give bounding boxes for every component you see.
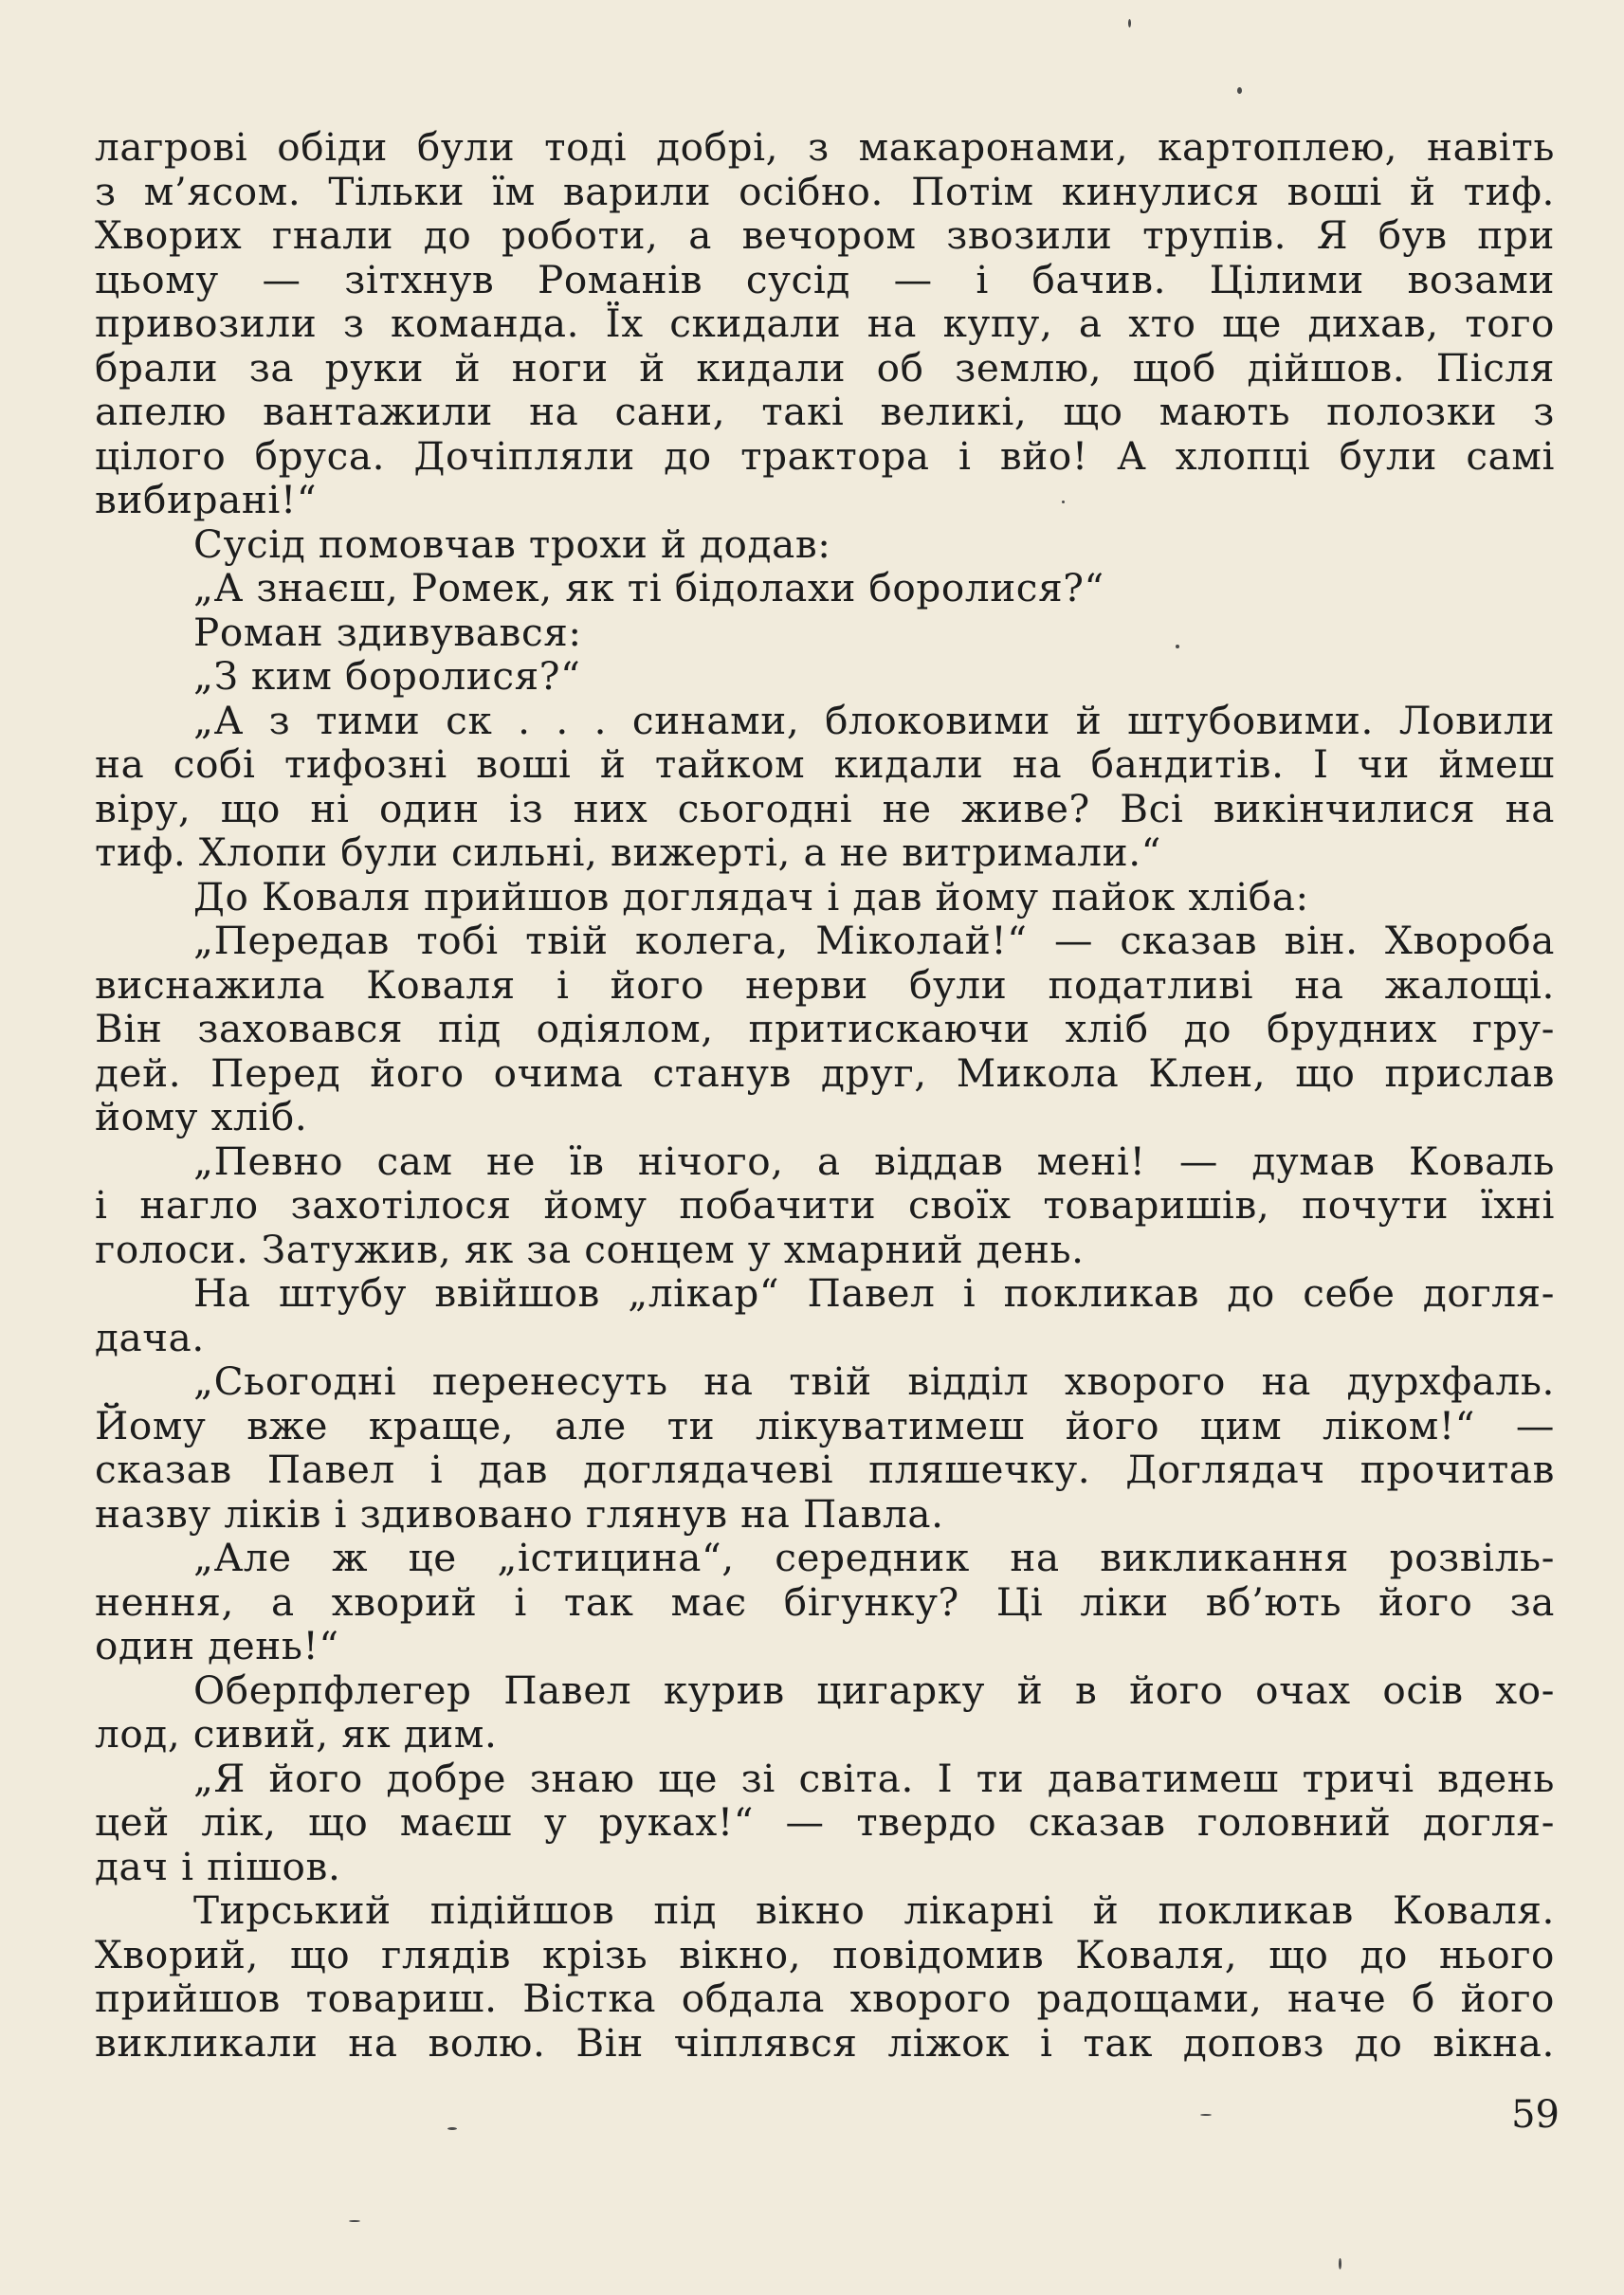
text-line: один день!“ <box>95 1623 339 1668</box>
text-line: Він заховався під одіялом, притискаючи хліб до брудних гру- <box>95 1006 1555 1051</box>
text-line: дей. Перед його очима станув друг, Микола Клен, що прислав <box>95 1049 1555 1096</box>
text-line: виснажила Коваля і його нерви були податливі на жалощі. <box>95 961 1555 1008</box>
page-number: 59 <box>1511 2093 1560 2137</box>
text-line: лод, сивий, як дим. <box>95 1711 498 1757</box>
text-line: Оберпфлегер Павел курив цигарку й в його очах осів хо- <box>193 1667 1555 1713</box>
text-line: викликали на волю. Він чіплявся ліжок і так доповз до вікна. <box>95 2019 1555 2066</box>
paper-speck <box>1339 2258 1341 2269</box>
text-line: Сусід помовчав трохи й додав: <box>193 520 831 567</box>
text-line: „Сьогодні перенесуть на твій відділ хворого на дурхфаль. <box>193 1358 1555 1404</box>
text-line: голоси. Затужив, як за сонцем у хмарний день. <box>95 1226 1085 1272</box>
paper-speck <box>1237 87 1242 94</box>
paper-speck <box>349 2220 360 2222</box>
text-line: нення, а хворий і так має бігунку? Ці ліки вб’ють його за <box>95 1578 1555 1625</box>
text-line: цей лік, що маєш у руках!“ — твердо сказав головний догля- <box>95 1799 1555 1845</box>
text-line: цілого бруса. Дочіпляли до трактора і вйо! А хлопці були самі <box>95 432 1555 479</box>
text-line: вибирані!“ <box>95 477 318 522</box>
text-line: тиф. Хлопи були сильні, вижерті, а не витримали.“ <box>95 829 1161 875</box>
text-line: Хворих гнали до роботи, а вечором звозили трупів. Я був при <box>95 212 1555 258</box>
text-line: з м’ясом. Тільки їм варили осібно. Потім кинулися воші й тиф. <box>95 168 1555 214</box>
text-line: брали за руки й ноги й кидали об землю, щоб дійшов. Після <box>95 344 1555 391</box>
text-line: „Певно сам не їв нічого, а віддав мені! — думав Коваль <box>193 1138 1555 1184</box>
text-line: „З ким боролися?“ <box>193 653 581 699</box>
text-line: апелю вантажили на сани, такі великі, що мають полозки з <box>95 389 1555 434</box>
text-line: „Передав тобі твій колега, Міколай!“ — сказав він. Хвороба <box>193 918 1555 963</box>
paper-speck <box>1062 501 1065 503</box>
text-line: сказав Павел і дав доглядачеві пляшечку. Доглядач прочитав <box>95 1447 1555 1492</box>
text-line: „А знаєш, Ромек, як ті бідолахи боролися?“ <box>193 565 1104 610</box>
text-line: дача. <box>95 1314 205 1360</box>
text-line: прийшов товариш. Вістка обдала хворого радощами, наче б його <box>95 1976 1555 2021</box>
text-line: привозили з команда. Їх скидали на купу, а хто ще дихав, того <box>95 301 1555 346</box>
text-line: назву ліків і здивовано глянув на Павла. <box>95 1490 944 1537</box>
text-line: і нагло захотілося йому побачити своїх товаришів, почути їхні <box>95 1182 1555 1228</box>
text-line: Хворий, що глядів крізь вікно, повідомив Коваля, що до нього <box>95 1931 1555 1977</box>
text-line: До Коваля прийшов доглядач і дав йому пайок хліба: <box>193 873 1309 920</box>
text-line: цьому — зітхнув Романів сусід — і бачив. Цілими возами <box>95 256 1555 302</box>
text-line: Йому вже краще, але ти лікуватимеш його цим ліком!“ — <box>95 1402 1555 1448</box>
text-line: „Але ж це „істицина“, середник на викликання розвіль- <box>193 1535 1555 1580</box>
text-line: віру, що ні один із них сьогодні не живе? Всі викінчилися на <box>95 785 1555 831</box>
page-text <box>95 125 1555 2163</box>
text-line: йому хліб. <box>95 1094 308 1139</box>
paper-speck <box>1128 19 1131 27</box>
text-line: На штубу ввійшов „лікар“ Павел і покликав до себе догля- <box>193 1270 1555 1316</box>
text-line: „А з тими ск . . . синами, блоковими й штубовими. Ловили <box>193 697 1555 743</box>
paper-speck <box>1176 645 1179 648</box>
text-line: на собі тифозні воші й тайком кидали на бандитів. І чи ймеш <box>95 741 1555 787</box>
text-line: дач і пішов. <box>95 1843 341 1889</box>
paper-speck <box>447 2127 457 2130</box>
text-line: „Я його добре знаю ще зі світа. І ти даватимеш тричі вдень <box>193 1755 1555 1801</box>
text-line: лагрові обіди були тоді добрі, з макаронами, картоплею, навіть <box>95 124 1555 170</box>
text-line: Тирський підійшов під вікно лікарні й покликав Коваля. <box>193 1887 1555 1933</box>
paper-speck <box>1200 2114 1212 2116</box>
text-line: Роман здивувався: <box>193 609 582 655</box>
